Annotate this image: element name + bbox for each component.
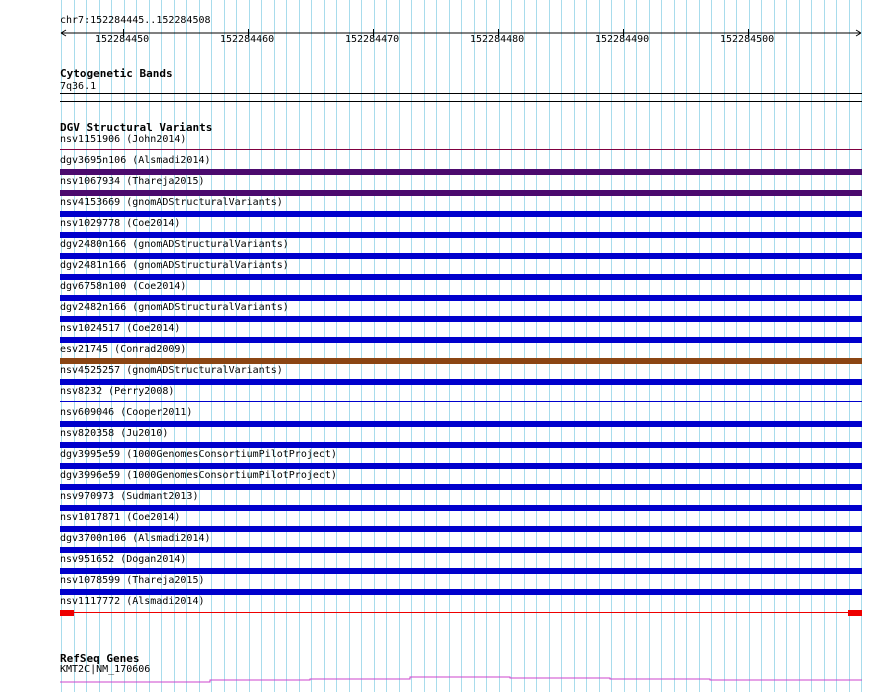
dgv-feature-label[interactable]: dgv3995e59 (1000GenomesConsortiumPilotProject) — [60, 449, 337, 460]
cytoband-line-lower — [60, 101, 862, 102]
dgv-feature-bar[interactable] — [60, 505, 862, 511]
refseq-gene-label[interactable]: KMT2C|NM_170606 — [60, 664, 151, 675]
dgv-feature-label[interactable]: nsv951652 (Dogan2014) — [60, 554, 187, 565]
dgv-feature-label[interactable]: dgv2480n166 (gnomADStructuralVariants) — [60, 239, 289, 250]
cytoband-line[interactable] — [60, 93, 862, 94]
refseq-track-title[interactable]: RefSeq Genes — [60, 652, 140, 665]
dgv-feature-bar[interactable] — [60, 274, 862, 280]
dgv-feature-label[interactable]: dgv2482n166 (gnomADStructuralVariants) — [60, 302, 289, 313]
dgv-feature-label[interactable]: nsv1078599 (Thareja2015) — [60, 575, 205, 586]
dgv-feature-bar[interactable] — [60, 484, 862, 490]
dgv-feature-label[interactable]: nsv970973 (Sudmant2013) — [60, 491, 199, 502]
dgv-feature-bar[interactable] — [60, 568, 862, 574]
dgv-feature-bar[interactable] — [60, 526, 862, 532]
dgv-feature-bar[interactable] — [60, 253, 862, 259]
dgv-feature-label[interactable]: nsv1024517 (Coe2014) — [60, 323, 181, 334]
dgv-feature-label[interactable]: nsv609046 (Cooper2011) — [60, 407, 193, 418]
dgv-feature-label[interactable]: nsv1067934 (Thareja2015) — [60, 176, 205, 187]
dgv-feature-label[interactable]: nsv1117772 (Alsmadi2014) — [60, 596, 205, 607]
dgv-feature-bar[interactable] — [60, 358, 862, 364]
dgv-feature-end-right[interactable] — [848, 610, 862, 616]
dgv-feature-end-left[interactable] — [60, 610, 74, 616]
dgv-feature-bar[interactable] — [60, 190, 862, 196]
dgv-feature-bar[interactable] — [60, 401, 862, 402]
dgv-feature-label[interactable]: nsv8232 (Perry2008) — [60, 386, 175, 397]
dgv-feature-bar[interactable] — [60, 232, 862, 238]
ruler-tick-label: 152284500 — [720, 34, 775, 45]
dgv-feature-bar[interactable] — [60, 211, 862, 217]
dgv-feature-label[interactable]: nsv4525257 (gnomADStructuralVariants) — [60, 365, 283, 376]
dgv-feature-bar[interactable] — [60, 379, 862, 385]
dgv-feature-label[interactable]: nsv1017871 (Coe2014) — [60, 512, 181, 523]
dgv-feature-bar[interactable] — [60, 421, 862, 427]
dgv-feature-bar[interactable] — [60, 463, 862, 469]
cytoband-label[interactable]: 7q36.1 — [60, 81, 97, 92]
dgv-feature-label[interactable]: dgv6758n100 (Coe2014) — [60, 281, 187, 292]
cytogenetic-track-title[interactable]: Cytogenetic Bands — [60, 67, 173, 80]
dgv-feature-label[interactable]: esv21745 (Conrad2009) — [60, 344, 187, 355]
dgv-feature-label[interactable]: nsv4153669 (gnomADStructuralVariants) — [60, 197, 283, 208]
dgv-track-title[interactable]: DGV Structural Variants — [60, 121, 213, 134]
dgv-feature-bar[interactable] — [60, 295, 862, 301]
dgv-feature-bar[interactable] — [60, 612, 862, 613]
dgv-feature-label[interactable]: dgv3996e59 (1000GenomesConsortiumPilotProject) — [60, 470, 337, 481]
dgv-feature-bar[interactable] — [60, 547, 862, 553]
dgv-feature-bar[interactable] — [60, 589, 862, 595]
ruler-tick-label: 152284470 — [345, 34, 400, 45]
dgv-feature-bar[interactable] — [60, 442, 862, 448]
dgv-feature-label[interactable]: nsv1151906 (John2014) — [60, 134, 187, 145]
dgv-feature-label[interactable]: dgv3695n106 (Alsmadi2014) — [60, 155, 211, 166]
dgv-feature-label[interactable]: nsv1029778 (Coe2014) — [60, 218, 181, 229]
refseq-gene-feature[interactable] — [0, 672, 890, 692]
dgv-feature-label[interactable]: nsv820358 (Ju2010) — [60, 428, 169, 439]
ruler-tick-label: 152284450 — [95, 34, 150, 45]
dgv-feature-bar[interactable] — [60, 337, 862, 343]
ruler-tick-label: 152284490 — [595, 34, 650, 45]
dgv-feature-bar[interactable] — [60, 169, 862, 175]
ruler-tick-label: 152284460 — [220, 34, 275, 45]
dgv-feature-bar[interactable] — [60, 316, 862, 322]
ruler-tick-label: 152284480 — [470, 34, 525, 45]
dgv-feature-label[interactable]: dgv2481n166 (gnomADStructuralVariants) — [60, 260, 289, 271]
dgv-feature-label[interactable]: dgv3700n106 (Alsmadi2014) — [60, 533, 211, 544]
location-label: chr7:152284445..152284508 — [60, 15, 211, 26]
dgv-feature-bar[interactable] — [60, 149, 862, 150]
